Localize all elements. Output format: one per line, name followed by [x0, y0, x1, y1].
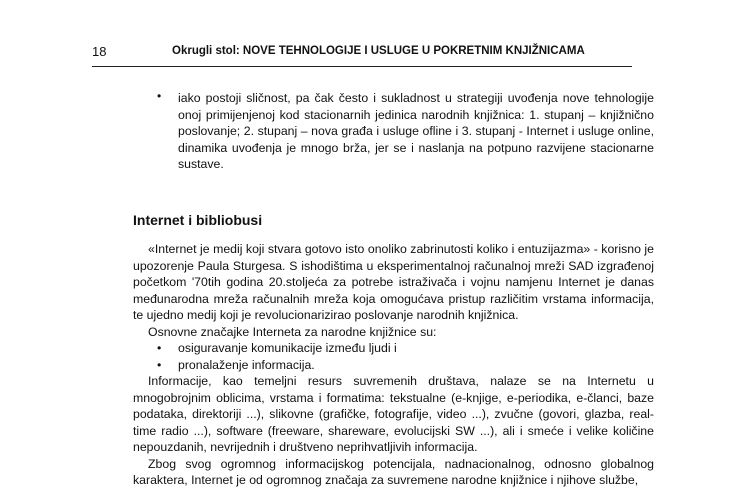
header-divider: [92, 66, 632, 67]
running-title: Okrugli stol: NOVE TEHNOLOGIJE I USLUGE U POKRETNIM KNJIŽNICAMA: [172, 45, 585, 57]
list-item: [133, 340, 654, 357]
section-heading: Internet i bibliobusi: [133, 212, 263, 228]
list-item: [133, 357, 654, 374]
list-item-text: pronalaženje informacija.: [178, 357, 315, 372]
list-item-text: osiguravanje komunikacije između ljudi i: [178, 341, 397, 355]
features-list: [133, 340, 654, 373]
paragraph: Informacije, kao temeljni resurs suvremenih društava, nalaze se na Internetu u mnogobrojnim oblicima, vrstama i formatima: tekstualne (e-knjige, e-periodika, e-članci, baze podataka, direktoriji ...), slikovne (grafičke, fotografije, video ...), zvučne (govori, glazba, real-time radio ...), software (freeware, shareware, evolucijski SW ...), ali i smeće i velike količine nepouzdanih, nevrijednih i društveno neprihvatljivih informacija.: [133, 374, 654, 454]
paragraph: «Internet je medij koji stvara gotovo isto onoliko zabrinutosti koliko i entuzijazma» - korisno je upozorenje Paula Sturgesa. S ishodištima u eksperimentalnoj računalnoj mreži SAD izgrađenoj početkom '70tih godina 20.stoljeća za potrebe istraživača i vojnu namjenu Internet je danas međunarodna mreža računalnih mreža koja omogućava pristup različitim vrstama informacija, te ujedno medij koji je revolucionarizirao poslovanje narodnih knjižnica.: [133, 242, 654, 322]
bullet-icon: •: [157, 89, 162, 103]
intro-bullet-text: iako postoji sličnost, pa čak često i sukladnost u strategiji uvođenja nove tehnologije onoj primijenjenoj kod stacionarnih jedinica narodnih knjižnica: 1. stupanj – knjižnično poslovanje; 2. stupanj – nova građa i usluge ofline i 3. stupanj - Internet i usluge online, dinamika uvođenja je mnogo brža, jer se i naslanja na potpuno razvijene stacionarne sustave.: [178, 91, 654, 171]
bullet-icon: •: [157, 341, 162, 355]
features-intro: Osnovne značajke Interneta za narodne knjižnice su:: [148, 324, 437, 339]
bullet-icon: •: [157, 357, 162, 372]
paragraph: Zbog svog ogromnog informacijskog potencijala, nadnacionalnog, odnosno globalnog karaktera, Internet je od ogromnog značaja za suvremene narodne knjižnice i njihove službe,: [133, 456, 654, 487]
section-body: [133, 241, 654, 489]
page-number: 18: [92, 44, 107, 59]
